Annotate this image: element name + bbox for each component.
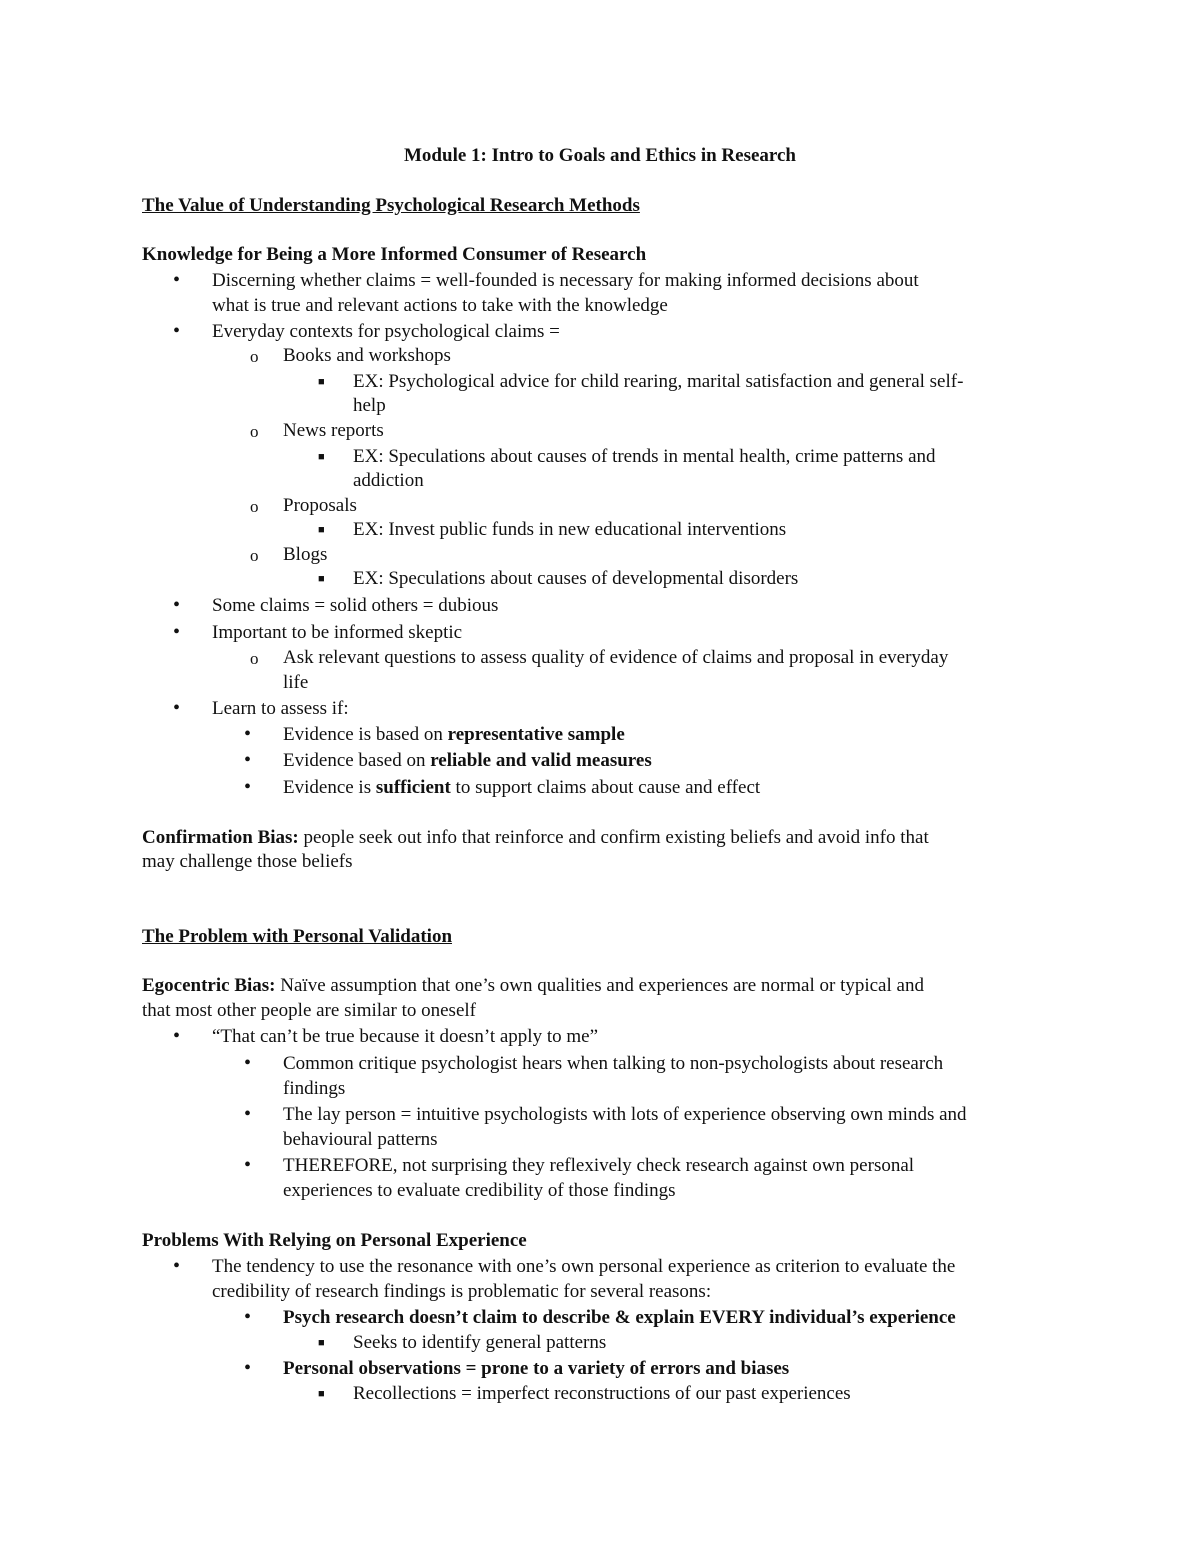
bullet-dot: •: [173, 594, 181, 616]
list-item-text: Recollections = imperfect reconstructions of our past experiences: [353, 1383, 851, 1404]
bullet-dot: •: [244, 1052, 252, 1074]
bullet-square: ■: [318, 1388, 325, 1400]
text-run: Evidence is: [283, 777, 376, 798]
bullet-dot: •: [244, 1357, 252, 1379]
list-item-text: EX: Speculations about causes of trends in mental health, crime patterns and: [353, 446, 936, 467]
bullet-dot: •: [173, 621, 181, 643]
bullet-dot: •: [244, 776, 252, 798]
definition-text: Naïve assumption that one’s own qualities and experiences are normal or typical and: [275, 975, 924, 996]
list-item-text: [283, 775, 760, 800]
subheading-informed-consumer: Knowledge for Being a More Informed Consumer of Research: [142, 244, 647, 265]
document-title: Module 1: Intro to Goals and Ethics in Research: [404, 145, 796, 166]
bullet-circle: o: [250, 497, 259, 516]
list-item-text: Ask relevant questions to assess quality of evidence of claims and proposal in everyday: [283, 647, 949, 668]
bullet-dot: •: [244, 723, 252, 745]
bullet-dot: •: [173, 697, 181, 719]
bullet-square: ■: [318, 524, 325, 536]
bullet-circle: o: [250, 347, 259, 366]
text-run: Evidence based on: [283, 750, 431, 771]
subheading-personal-experience: Problems With Relying on Personal Experience: [142, 1230, 527, 1251]
bullet-dot: •: [173, 1025, 181, 1047]
list-item-text: THEREFORE, not surprising they reflexively check research against own personal: [283, 1155, 915, 1176]
bullet-square: ■: [318, 1337, 325, 1349]
bullet-dot: •: [244, 1103, 252, 1125]
bullet-dot: •: [173, 1255, 181, 1277]
list-item-text: what is true and relevant actions to take with the knowledge: [212, 295, 668, 316]
bullet-circle: o: [250, 422, 259, 441]
list-item-text: News reports: [283, 420, 384, 441]
list-item-text: Proposals: [283, 495, 357, 516]
bullet-dot: •: [244, 1154, 252, 1176]
list-item-text: The tendency to use the resonance with one’s own personal experience as criterion to evaluate the: [212, 1256, 956, 1277]
bullet-square: ■: [318, 376, 325, 388]
emphasis-text: reliable and valid measures: [430, 750, 652, 771]
list-item-text: findings: [283, 1078, 346, 1099]
bullet-dot: •: [173, 269, 181, 291]
bullet-circle: o: [250, 649, 259, 668]
list-item-text: help: [353, 395, 386, 416]
list-item-text: Everyday contexts for psychological claims =: [212, 321, 560, 342]
list-item-text: Common critique psychologist hears when talking to non-psychologists about research: [283, 1053, 944, 1074]
list-item-text: experiences to evaluate credibility of those findings: [283, 1180, 676, 1201]
bullet-dot: •: [244, 1306, 252, 1328]
list-item-text: Some claims = solid others = dubious: [212, 595, 499, 616]
bullet-dot: •: [173, 320, 181, 342]
emphasis-text: sufficient: [375, 777, 451, 798]
text-run: to support claims about cause and effect: [450, 777, 761, 798]
list-item-text: EX: Invest public funds in new educational interventions: [353, 519, 787, 540]
list-item-text: EX: Speculations about causes of developmental disorders: [353, 568, 799, 589]
list-item-text: Books and workshops: [283, 345, 451, 366]
list-item-text: [283, 722, 625, 747]
list-item-text: addiction: [353, 470, 424, 491]
list-item-text: Seeks to identify general patterns: [353, 1332, 607, 1353]
text-run: Evidence is based on: [283, 724, 448, 745]
list-item-text: Learn to assess if:: [212, 698, 349, 719]
section-heading-personal-validation: The Problem with Personal Validation: [142, 926, 453, 947]
list-item-text: life: [283, 672, 309, 693]
list-item-text: Psych research doesn’t claim to describe & explain EVERY individual’s experience: [283, 1307, 956, 1328]
list-item-text: Important to be informed skeptic: [212, 622, 463, 643]
definition-text: that most other people are similar to oneself: [142, 1000, 476, 1021]
definition-confirmation-bias: [142, 825, 929, 850]
list-item-text: Discerning whether claims = well-founded is necessary for making informed decisions about: [212, 270, 919, 291]
list-item-text: “That can’t be true because it doesn’t apply to me”: [212, 1026, 599, 1047]
list-item-text: Personal observations = prone to a variety of errors and biases: [283, 1358, 790, 1379]
list-item-text: EX: Psychological advice for child rearing, marital satisfaction and general self-: [353, 371, 964, 392]
list-item-text: credibility of research findings is problematic for several reasons:: [212, 1281, 712, 1302]
emphasis-text: representative sample: [447, 724, 625, 745]
bullet-circle: o: [250, 546, 259, 565]
definition-text: may challenge those beliefs: [142, 851, 353, 872]
bullet-dot: •: [244, 749, 252, 771]
list-item-text: [283, 748, 652, 773]
list-item-text: behavioural patterns: [283, 1129, 438, 1150]
list-item-text: Blogs: [283, 544, 328, 565]
definition-term: Confirmation Bias:: [142, 827, 299, 848]
bullet-square: ■: [318, 451, 325, 463]
list-item-text: The lay person = intuitive psychologists with lots of experience observing own minds and: [283, 1104, 967, 1125]
definition-egocentric-bias: [142, 973, 924, 998]
section-heading-research-methods: The Value of Understanding Psychological Research Methods: [142, 195, 640, 216]
definition-text: people seek out info that reinforce and confirm existing beliefs and avoid info that: [298, 827, 929, 848]
bullet-square: ■: [318, 573, 325, 585]
definition-term: Egocentric Bias:: [142, 975, 276, 996]
